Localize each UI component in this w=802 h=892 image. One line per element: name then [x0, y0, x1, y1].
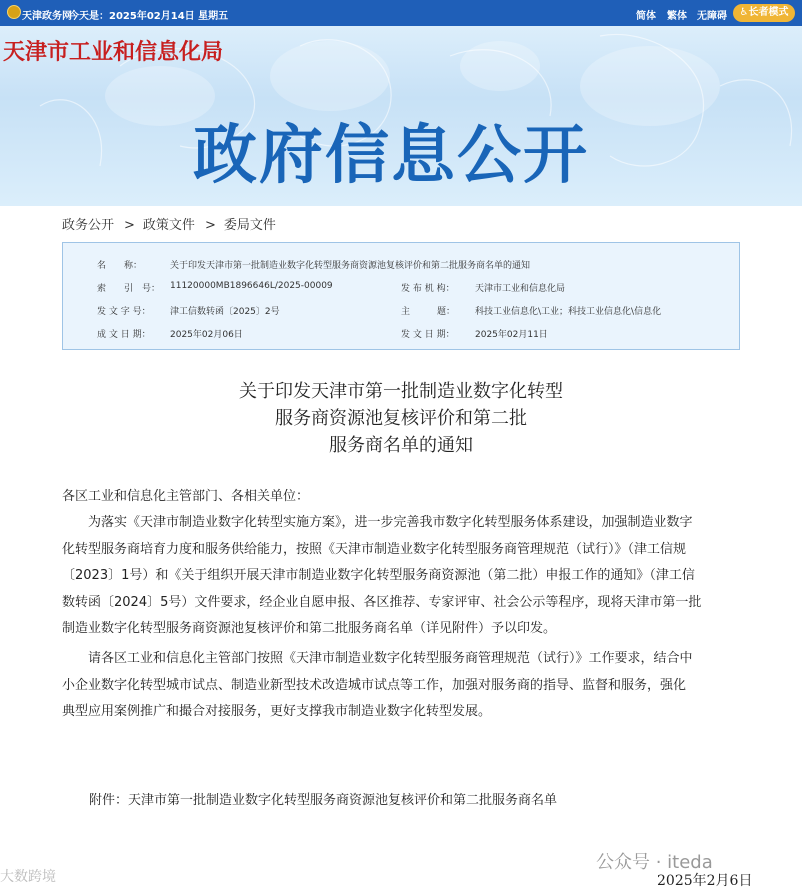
paragraph-line: 小企业数字化转型城市试点、制造业新型技术改造城市试点等工作，加强对服务商的指导、监督和服务，强化	[62, 677, 687, 693]
info-value: 2025年02月11日	[475, 330, 548, 340]
elder-mode-label: 长者模式	[748, 7, 789, 18]
accessibility-link[interactable]: 无障碍	[697, 11, 727, 22]
attachment-link[interactable]: 附件：天津市第一批制造业数字化转型服务商资源池复核评价和第二批服务商名单	[89, 793, 558, 808]
info-value: 津工信数转函〔2025〕2号	[170, 307, 280, 317]
document-info-table	[62, 242, 740, 350]
simplified-link[interactable]: 简体	[636, 11, 656, 22]
info-label: 发 文 字 号：	[97, 307, 151, 317]
top-bar	[0, 0, 802, 26]
breadcrumb-item[interactable]: 政策文件	[142, 218, 195, 233]
paragraph-line: 〔2023〕1号）和《关于组织开展天津市制造业数字化转型服务商资源池（第二批）申报工作的通知》（津工信	[62, 568, 695, 583]
breadcrumb	[62, 214, 282, 233]
document-title-line3: 服务商名单的通知	[329, 435, 473, 456]
breadcrumb-item[interactable]: 政务公开	[62, 218, 115, 233]
today-date: 今天是：2025年02月14日 星期五	[69, 11, 229, 22]
line-text: 请各区工业和信息化主管部门按照《天津市制造业数字化转型服务商管理规范（试行）》工作要求，结合中	[88, 651, 693, 666]
paragraph-line	[62, 646, 742, 673]
info-value: 科技工业信息化\工业；科技工业信息化\信息化	[475, 307, 662, 317]
info-label: 名 称：	[97, 261, 143, 271]
paragraph-line: 典型应用案例推广和撮合对接服务，更好支撑我市制造业数字化转型发展。	[62, 704, 492, 719]
document-title-line2: 服务商资源池复核评价和第二批	[275, 408, 527, 429]
site-name[interactable]: 天津政务网	[22, 11, 72, 22]
info-value: 2025年02月06日	[170, 330, 243, 340]
end-date: 2025年2月6日	[657, 873, 753, 889]
document-title-line1: 关于印发天津市第一批制造业数字化转型	[239, 381, 563, 402]
paragraph-line	[62, 510, 742, 537]
traditional-link[interactable]: 繁体	[667, 11, 687, 22]
banner	[0, 26, 802, 206]
info-label: 成 文 日 期：	[97, 330, 151, 340]
bureau-name: 天津市工业和信息化局	[3, 39, 224, 65]
info-label: 主 题：	[401, 307, 456, 317]
watermark-left: 大数跨境	[0, 869, 56, 885]
watermark-right: 公众号 · iteda	[596, 852, 713, 873]
info-label: 发 布 机 构：	[401, 284, 455, 294]
info-value: 天津市工业和信息化局	[475, 284, 566, 294]
info-label: 发 文 日 期：	[401, 330, 455, 340]
salutation: 各区工业和信息化主管部门、各相关单位：	[62, 489, 310, 504]
breadcrumb-item[interactable]: 委局文件	[223, 218, 276, 233]
paragraph-1	[62, 510, 742, 643]
line-text: 为落实《天津市制造业数字化转型实施方案》，进一步完善我市数字化转型服务体系建设，加强制造业数字	[88, 515, 693, 530]
breadcrumb-separator: >	[124, 218, 135, 233]
national-emblem-icon	[7, 5, 21, 19]
elder-mode-button[interactable]	[733, 4, 795, 22]
accessibility-icon: ♿	[739, 7, 749, 18]
info-value: 关于印发天津市第一批制造业数字化转型服务商资源池复核评价和第二批服务商名单的通知	[170, 261, 531, 271]
info-label: 索 引 号：	[97, 284, 161, 294]
breadcrumb-separator: >	[204, 218, 216, 233]
paragraph-line: 制造业数字化转型服务商资源池复核评价和第二批服务商名单（详见附件）予以印发。	[62, 621, 557, 636]
info-value: 11120000MB1896646L/2025-00009	[170, 281, 333, 291]
banner-heading: 政府信息公开	[193, 119, 589, 193]
paragraph-2	[62, 646, 742, 726]
paragraph-line: 数转函〔2024〕5号）文件要求，经企业自愿申报、各区推荐、专家评审、社会公示等程序，现将天津市第一批	[62, 594, 702, 610]
paragraph-line: 化转型服务商培育力度和服务供给能力，按照《天津市制造业数字化转型服务商管理规范（试行）》（津工信规	[62, 541, 687, 557]
